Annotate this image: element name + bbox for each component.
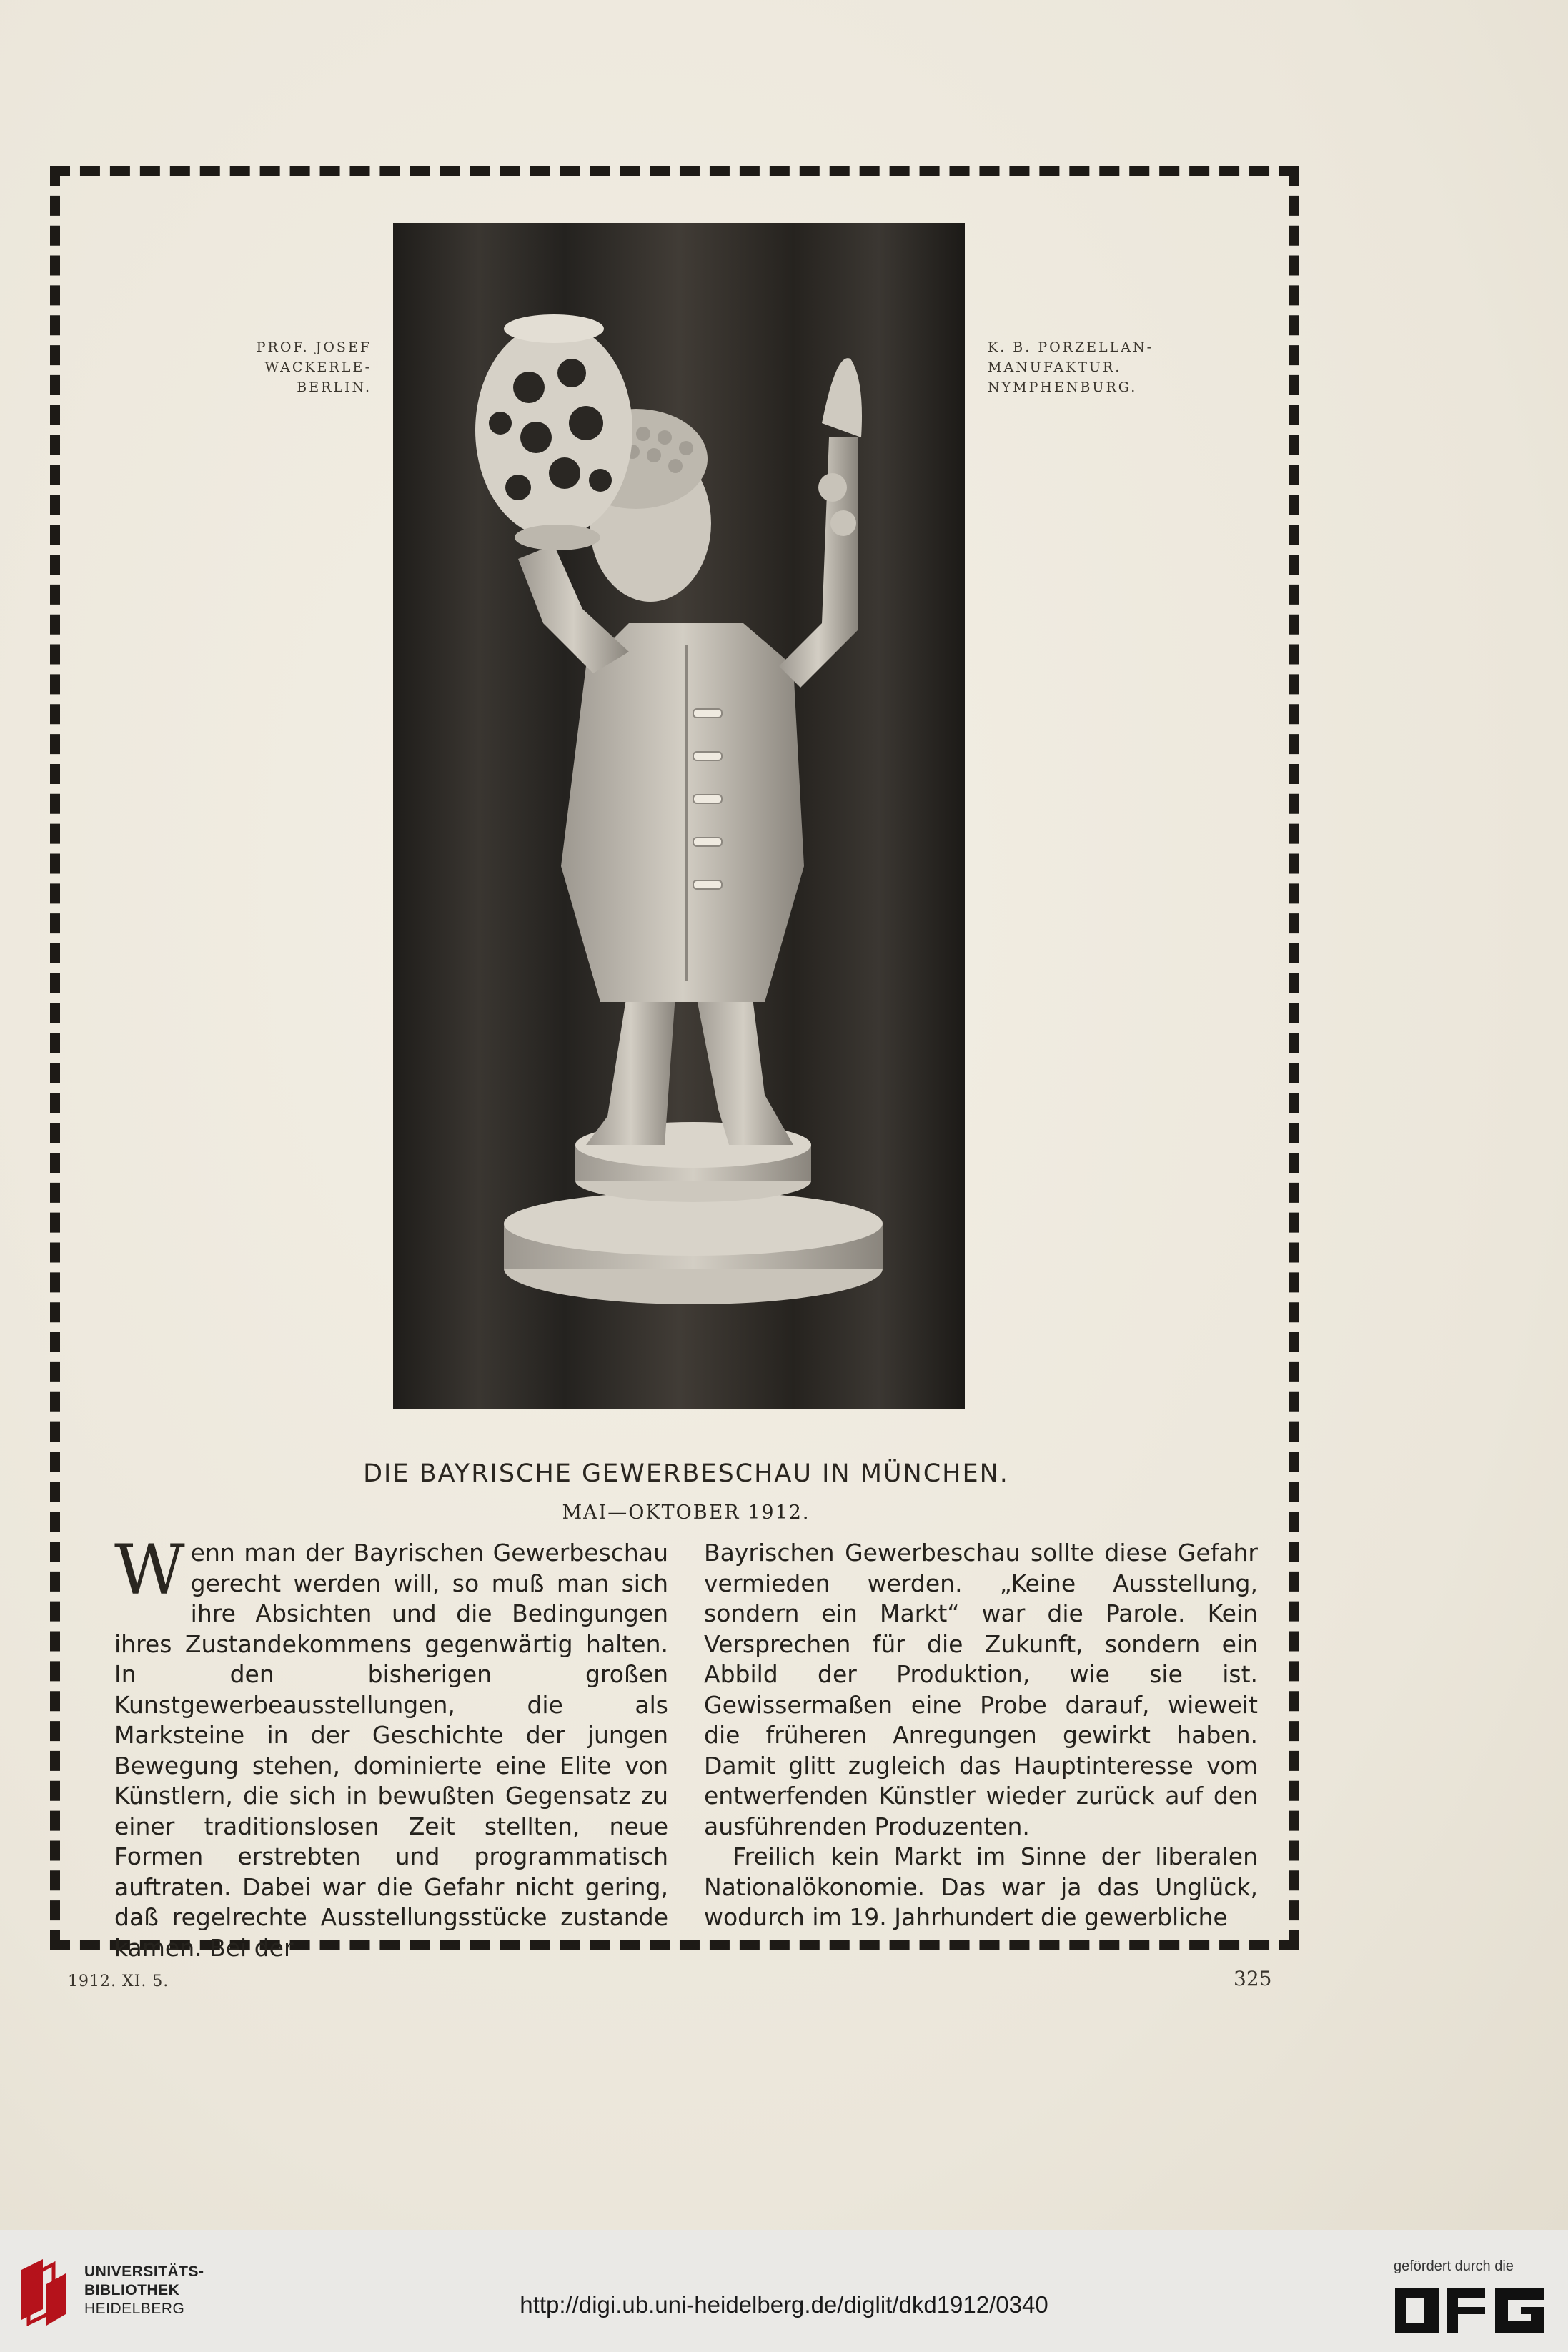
credit-line: PROF. JOSEF [256, 339, 372, 355]
porcelain-figure-photo [393, 223, 965, 1409]
credit-line: K. B. PORZELLAN- [988, 339, 1154, 355]
funding-note: gefördert durch die [1394, 2258, 1514, 2274]
source-url-link[interactable]: http://digi.ub.uni-heidelberg.de/diglit/dkd1912/0340 [520, 2291, 1048, 2318]
issue-reference: 1912. XI. 5. [68, 1973, 169, 1990]
article-subtitle: MAI—OKTOBER 1912. [562, 1502, 810, 1524]
article-title: DIE BAYRISCHE GEWERBESCHAU IN MÜNCHEN. [363, 1459, 1009, 1488]
paragraph: Bayrischen Gewerbeschau sollte diese Gefahr vermieden werden. „Keine Ausstellung, sondern ein Markt“ war die Parole. Kein Versprechen für die Zukunft, sondern ein Abbild der Produktion, wie sie ist. Gewissermaßen eine Probe darauf, wieweit die früheren Anregungen gewirkt haben. Damit glitt zugleich das Hauptinteresse vom entwerfenden Künstler wieder zurück auf den ausführenden Produzenten. [704, 1539, 1258, 1840]
page-number: 325 [1234, 1967, 1272, 1990]
paragraph [114, 1530, 668, 1963]
credit-line: WACKERLE- [264, 359, 372, 375]
library-name-line: HEIDELBERG [84, 2301, 185, 2317]
paragraph: Freilich kein Markt im Sinne der liberalen Nationalökonomie. Das war ja das Unglück, wodurch im 19. Jahrhundert die gewerbliche [704, 1842, 1258, 1931]
credit-line: BERLIN. [297, 379, 372, 395]
text-column-right [704, 1538, 1258, 1933]
dfg-logo [1395, 2286, 1544, 2336]
credit-line: NYMPHENBURG. [988, 379, 1138, 395]
drop-cap: W [114, 1530, 185, 1610]
text-column-left [114, 1530, 668, 1963]
library-name-line: BIBLIOTHEK [84, 2282, 180, 2298]
paragraph-text: enn man der Bayrischen Gewerbeschau gerecht werden will, so muß man sich ihre Absichten und die Bedingungen ihres Zustandekommens gegenwärtig halten. In den bisherigen großen Kunstgewerbeausstellungen, die als Marksteine in der Geschichte der jungen Bewegung stehen, dominierte eine Elite von Künstlern, die sich in bewußten Gegensatz zu einer traditionslosen Zeit stellten, neue Formen erstrebten und programmatisch auftraten. Dabei war die Gefahr nicht gering, daß regelrechte Ausstellungsstücke zustande kamen. Bei der [114, 1539, 668, 1962]
photo-credit-manufacturer [988, 337, 1202, 397]
credit-line: MANUFAKTUR. [988, 359, 1122, 375]
digitization-bar [0, 2230, 1568, 2352]
photo-credit-artist [214, 337, 372, 397]
library-name-line: UNIVERSITÄTS- [84, 2263, 204, 2280]
